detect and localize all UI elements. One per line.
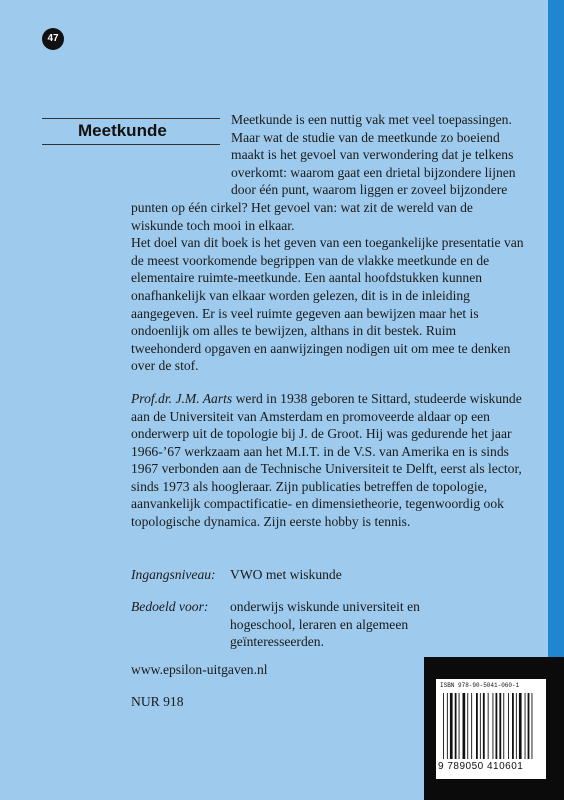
publisher-website: www.epsilon-uitgaven.nl bbox=[131, 662, 268, 677]
barcode-bar bbox=[447, 693, 448, 759]
barcode-bar bbox=[528, 693, 530, 759]
barcode-bar bbox=[476, 693, 478, 759]
back-cover-text bbox=[131, 111, 528, 531]
barcode-bar bbox=[496, 693, 498, 759]
barcode-bar bbox=[512, 693, 514, 759]
barcode-bar bbox=[463, 693, 466, 759]
barcode-digits: 9 789050 410601 bbox=[438, 761, 524, 772]
barcode-bar bbox=[443, 693, 444, 759]
barcode-bar bbox=[508, 693, 509, 759]
barcode-bar bbox=[480, 693, 481, 759]
barcode-bar bbox=[488, 693, 489, 759]
barcode-bar bbox=[471, 693, 472, 759]
goal-paragraph: Het doel van dit boek is het geven van een toegankelijke presentatie van de meest voorkomende begrippen van de vlakke meetkunde en de elementaire ruimte-meetkunde. Een aantal hoofdstukken kunnen onafhankelijk van elkaar worden gelezen, dit is in de inleiding aangegeven. Er is veel ruimte gegeven aan bewijzen maar het is ondoenlijk om alles te bewijzen, althans in dit bestek. Ruim tweehonderd opgaven en aanwijzingen nodigen uit om mee te denken over de stof. bbox=[131, 235, 524, 374]
author-paragraph bbox=[131, 390, 528, 531]
entry-level-label: Ingangsniveau: bbox=[131, 567, 216, 582]
intended-for-label: Bedoeld voor: bbox=[131, 599, 209, 614]
barcode-bars bbox=[442, 693, 542, 759]
barcode-bar bbox=[459, 693, 460, 759]
barcode-bar bbox=[503, 693, 504, 759]
barcode-bar bbox=[467, 693, 468, 759]
barcode-bar bbox=[493, 693, 494, 759]
barcode-bar bbox=[532, 693, 533, 759]
author-bio: werd in 1938 geboren te Sittard, studeerde wiskunde aan de Universiteit van Amsterdam en promoveerde aldaar op een onderwerp uit de topologie bij J. de Groot. Hij was gedurende het jaar 1966-’67 werkzaam aan het M.I.T. in de V.S. van Amerika en is sinds 1967 verbonden aan de Technische Universiteit te Delft, eerst als lector, sinds 1973 als hoogleraar. Zijn publicaties betreffen de topologie, aanvankelijk compactificatie- en dimensietheorie, tegenwoordig ook topologische dynamica. Zijn eerste hobby is tennis. bbox=[131, 390, 522, 530]
barcode-bar bbox=[525, 693, 526, 759]
barcode-bar bbox=[499, 693, 501, 759]
author-name: Prof.dr. J.M. Aarts bbox=[131, 390, 233, 406]
barcode-bar bbox=[455, 693, 457, 759]
intended-for-value: onderwijs wiskunde universiteit en hogeschool, leraren en algemeen geïnteresseerden. bbox=[230, 599, 420, 650]
barcode-bar bbox=[516, 693, 517, 759]
isbn-text: ISBN 978-90-5041-060-1 bbox=[440, 682, 520, 689]
barcode-panel bbox=[436, 679, 546, 779]
entry-level-value: VWO met wiskunde bbox=[230, 567, 342, 582]
barcode-bar bbox=[450, 693, 453, 759]
page-number-badge: 47 bbox=[42, 28, 64, 50]
barcode-bar bbox=[519, 693, 522, 759]
barcode-bar bbox=[483, 693, 485, 759]
nur-code: NUR 918 bbox=[131, 694, 184, 709]
intro-paragraph: Meetkunde is een nuttig vak met veel toepassingen. Maar wat de studie van de meetkunde zo boeiend maakt is het gevoel van verwondering dat je telkens overkomt: waarom gaat een drietal bijzondere lijnen door één punt, waarom liggen er zoveel bijzondere punten op één cirkel? Het gevoel van: wat zit de wereld van de wiskunde toch mooi in elkaar. bbox=[131, 112, 516, 233]
book-title: Meetkunde bbox=[78, 121, 167, 140]
barcode-box bbox=[424, 657, 564, 800]
